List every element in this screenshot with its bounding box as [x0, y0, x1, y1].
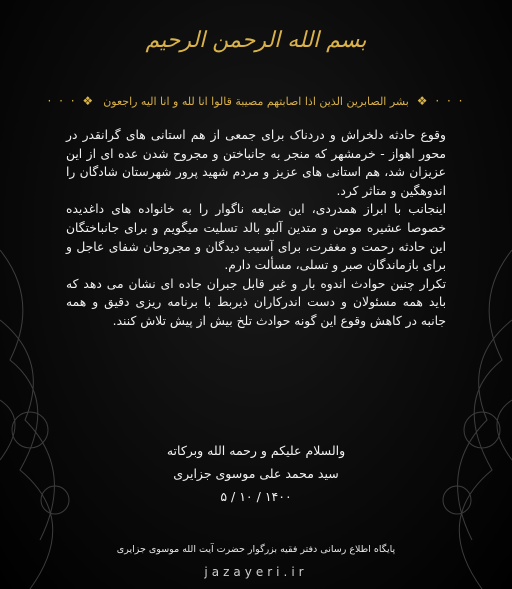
message-body: [66, 126, 446, 331]
paragraph-2: اینجانب با ابراز همدردی، این ضایعه ناگوار را به خانواده های داغدیده خصوصا عشیره مومن و متدین آلبو بالد تسلیت میگویم و برای جانباختگان این حادثه رحمت و مغفرت، برای آسیب دیدگان و مجروحان شفای عاجل و برای بازماندگان صبر و تسلی، مسألت دارم.: [66, 202, 446, 273]
paragraph-1: وقوع حادثه دلخراش و دردناک برای جمعی از هم استانی های گرانقدر در محور اهواز - خرمشهر که منجر به جانباختن و مجروح شدن عده ای از این عزیزان شد، هم استانی های عزیز و مردم شهید پرور شهرستان شادگان را اندوهگین و متاثر کرد.: [66, 128, 446, 198]
quran-verse-row: [0, 90, 512, 112]
ornament-right-icon: ❖ · · ·: [416, 94, 465, 108]
bismillah-calligraphy: بسم الله الرحمن الرحیم: [145, 28, 367, 53]
quran-verse: بشر الصابرین الذین اذا اصابتهم مصیبة قالوا انا لله و انا الیه راجعون: [103, 94, 409, 108]
message-date: ۱۴۰۰ / ۱۰ / ۵: [220, 489, 292, 504]
ornament-left-icon: · · · ❖: [47, 94, 96, 108]
paragraph-3: تکرار چنین حوادث اندوه بار و غیر قابل جبران جاده ای نشان می دهد که باید همه مسئولان و دست اندرکاران ذیربط با برنامه ریزی دقیق و همه جانبه در کاهش وقوع این گونه حوادث تلخ بیش از پیش تلاش کنند.: [66, 276, 446, 328]
footer-caption: پایگاه اطلاع رسانی دفتر فقیه بزرگوار حضرت آیت الله موسوی جزایری: [116, 544, 396, 555]
website-link[interactable]: jazayeri.ir: [204, 565, 308, 579]
signer-name: سید محمد علی موسوی جزایری: [173, 466, 339, 481]
closing-greeting: والسلام علیکم و رحمه الله وبرکاته: [166, 443, 346, 458]
signature-block: [0, 439, 512, 508]
